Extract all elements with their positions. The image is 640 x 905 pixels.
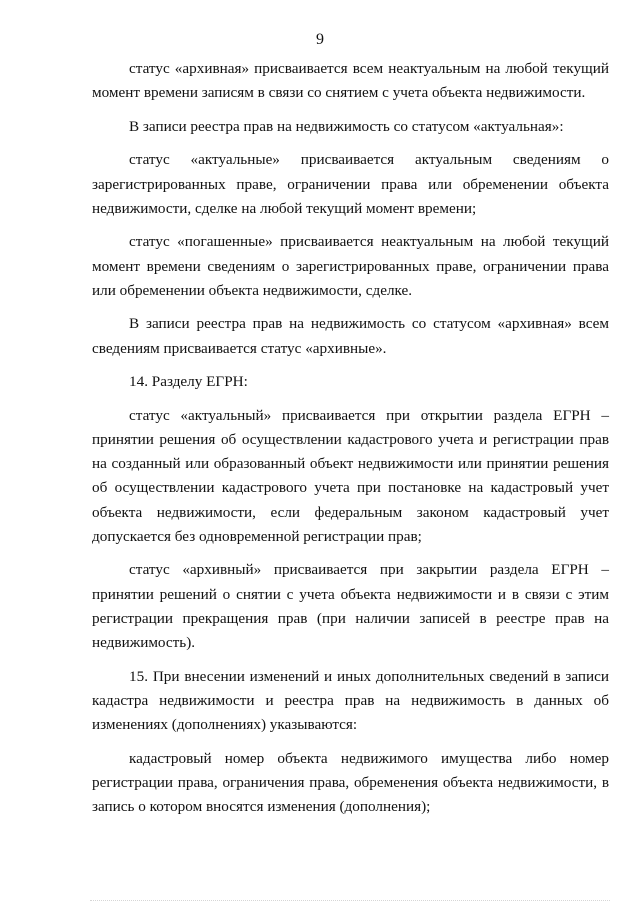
page-number: 9 (316, 31, 324, 48)
paragraph-section-15: 15. При внесении изменений и иных дополнительных сведений в записи кадастра недвижимости и реестра прав на недвижимость в данных об изменениях (дополнениях) указываются: (92, 667, 609, 733)
paragraph-status-actual-info: статус «актуальные» присваивается актуальным сведениям о зарегистрированных праве, ограничении права или обременении объекта недвижимости, сделке на любой текущий момент времени; (92, 151, 609, 217)
paragraph-status-actual-section: статус «актуальный» присваивается при открытии раздела ЕГРН – принятии решения об осуществлении кадастрового учета и регистрации прав на созданный или образованный объект недвижимости или принятии решения об осуществлении кадастрового учета при постановке на кадастровый учет объекта недвижимости, если федеральным законом кадастровый учет допускается без одновременной регистрации прав; (92, 406, 609, 545)
document-body (92, 57, 609, 829)
paragraph-status-archive-record: статус «архивная» присваивается всем неактуальным на любой текущий момент времени записям в связи со снятием с учета объекта недвижимости. (92, 60, 609, 102)
page-bottom-edge (90, 900, 610, 903)
paragraph-rights-registry-actual-heading: В записи реестра прав на недвижимость со статусом «актуальная»: (129, 117, 564, 135)
paragraph-section-14-heading: 14. Разделу ЕГРН: (129, 373, 248, 391)
paragraph-status-redeemed: статус «погашенные» присваивается неактуальным на любой текущий момент времени сведениям о зарегистрированных праве, ограничении права или обременении объекта недвижимости, сделке. (92, 233, 609, 299)
paragraph-rights-registry-archive: В записи реестра прав на недвижимость со статусом «архивная» всем сведениям присваивается статус «архивные». (92, 315, 609, 357)
paragraph-status-archive-section: статус «архивный» присваивается при закрытии раздела ЕГРН – принятии решений о снятии с учета объекта недвижимости и в связи с этим регистрации прекращения прав (при наличии записей в реестре прав на недвижимость). (92, 561, 609, 651)
paragraph-cadastral-number: кадастровый номер объекта недвижимого имущества либо номер регистрации права, ограничения права, обременения объекта недвижимости, в запись о котором вносятся изменения (дополнения); (92, 749, 609, 815)
